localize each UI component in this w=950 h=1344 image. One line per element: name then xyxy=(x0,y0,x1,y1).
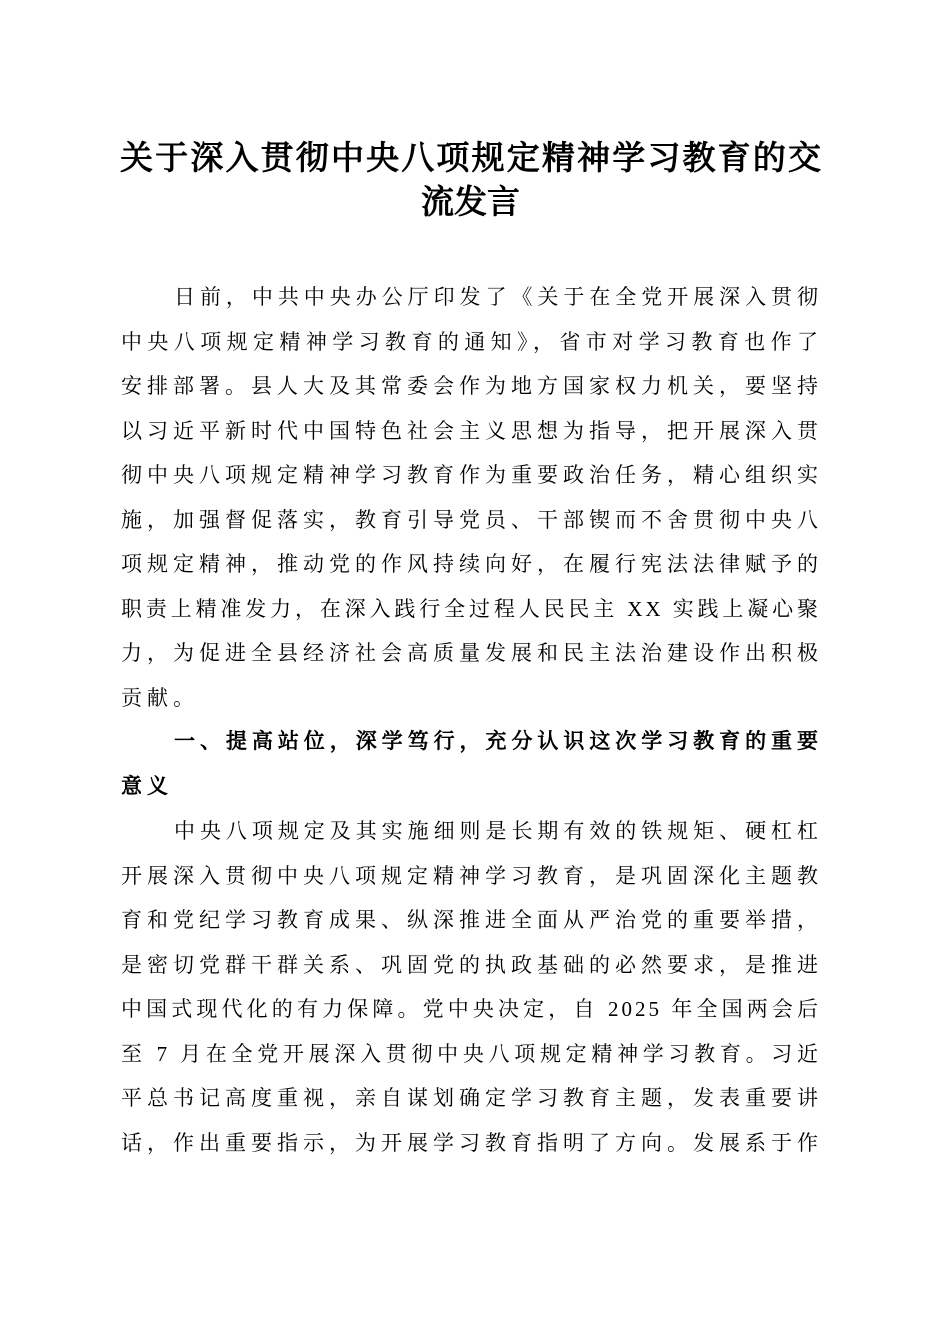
paragraph-line: 施，加强督促落实，教育引导党员、干部锲而不舍贯彻中央八 xyxy=(121,507,821,532)
paragraph-line: 开展深入贯彻中央八项规定精神学习教育，是巩固深化主题教 xyxy=(121,863,821,888)
paragraph-line: 平总书记高度重视，亲自谋划确定学习教育主题，发表重要讲 xyxy=(121,1086,821,1110)
heading-line: 意义 xyxy=(121,774,173,798)
paragraph-line: 日前，中共中央办公厅印发了《关于在全党开展深入贯彻 xyxy=(174,285,821,309)
section-heading-1 xyxy=(121,720,821,809)
document-body xyxy=(121,275,821,1165)
paragraph-line: 力，为促进全县经济社会高质量发展和民主法治建设作出积极 xyxy=(121,641,821,665)
paragraph-line: 贡献。 xyxy=(121,685,199,710)
title-line: 关于深入贯彻中央八项规定精神学习教育的交 xyxy=(120,141,821,177)
paragraph-section-1 xyxy=(121,809,821,1165)
paragraph-line: 彻中央八项规定精神学习教育作为重要政治任务，精心组织实 xyxy=(121,463,821,487)
paragraph-line: 项规定精神，推动党的作风持续向好，在履行宪法法律赋予的 xyxy=(121,552,821,576)
paragraph-line: 至 7 月在全党开展深入贯彻中央八项规定精神学习教育。习近 xyxy=(121,1041,821,1066)
paragraph-line: 中央八项规定精神学习教育的通知》，省市对学习教育也作了 xyxy=(121,329,821,354)
title-line: 流发言 xyxy=(421,185,520,221)
paragraph-intro xyxy=(121,275,821,720)
heading-line: 一、提高站位，深学笃行，充分认识这次学习教育的重要 xyxy=(174,730,821,753)
paragraph-line: 中国式现代化的有力保障。党中央决定，自 2025 年全国两会后 xyxy=(121,997,821,1021)
paragraph-line: 话，作出重要指示，为开展学习教育指明了方向。发展系于作 xyxy=(121,1130,821,1155)
paragraph-line: 以习近平新时代中国特色社会主义思想为指导，把开展深入贯 xyxy=(121,418,821,443)
paragraph-line: 是密切党群干群关系、巩固党的执政基础的必然要求，是推进 xyxy=(121,952,821,977)
document-title xyxy=(120,137,821,225)
paragraph-line: 育和党纪学习教育成果、纵深推进全面从严治党的重要举措， xyxy=(121,908,821,932)
paragraph-line: 职责上精准发力，在深入践行全过程人民民主 XX 实践上凝心聚 xyxy=(121,596,821,621)
paragraph-line: 安排部署。县人大及其常委会作为地方国家权力机关，要坚持 xyxy=(121,374,821,398)
paragraph-line: 中央八项规定及其实施细则是长期有效的铁规矩、硬杠杠 xyxy=(174,819,821,843)
